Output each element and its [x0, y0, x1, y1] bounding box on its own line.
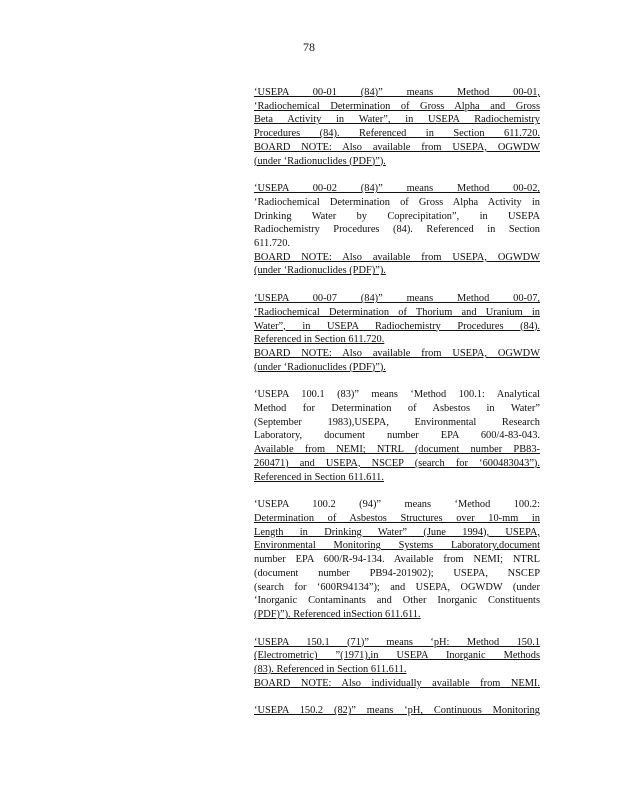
definition-line: Drinking Water by Coprecipitation”, in USEPA: [254, 210, 540, 222]
definition-line: ‘USEPA 150.1 (71)” means ‘pH: Method 150.1: [254, 636, 540, 648]
definition-entry: [254, 498, 540, 621]
definition-entry: [254, 704, 540, 718]
definition-line: Beta Activity in Water”, in USEPA Radiochemistry: [254, 114, 540, 126]
definition-entry: [254, 292, 540, 374]
definition-line: Referenced in Section 611.611.: [254, 471, 384, 483]
definition-line: BOARD NOTE: Also available from USEPA, OGWDW: [254, 251, 540, 263]
definition-line: Procedures (84). Referenced in Section 611.720.: [254, 128, 540, 140]
definition-line: Water”, in USEPA Radiochemistry Procedures (84).: [254, 320, 540, 332]
definition-line: Method for Determination of Asbestos in Water”: [254, 403, 540, 415]
definitions-list: [254, 86, 540, 732]
definition-line: ‘Inorganic Contaminants and Other Inorganic Constituents: [254, 595, 540, 607]
definition-line: (under ‘Radionuclides (PDF)”).: [254, 265, 386, 277]
definition-line: 611.720.: [254, 238, 290, 250]
definition-line: (search for ‘600R94134”); and USEPA, OGWDW (under: [254, 581, 540, 593]
definition-line: Determination of Asbestos Structures over 10-mm in: [254, 512, 540, 524]
definition-line: (under ‘Radionuclides (PDF)”).: [254, 361, 386, 373]
definition-line: ‘Radiochemical Determination of Gross Alpha and Gross: [254, 100, 540, 112]
definition-line: (under ‘Radionuclides (PDF)”).: [254, 155, 386, 167]
definition-entry: [254, 182, 540, 278]
definition-entry: [254, 388, 540, 484]
definition-line: ‘USEPA 00-02 (84)” means Method 00-02,: [254, 183, 540, 195]
definition-line: BOARD NOTE: Also available from USEPA, OGWDW: [254, 141, 540, 153]
definition-line: (September 1983),USEPA, Environmental Research: [254, 416, 540, 428]
definition-line: Laboratory, document number EPA 600/4-83-043.: [254, 430, 540, 442]
definition-line: BOARD NOTE: Also available from USEPA, OGWDW: [254, 347, 540, 359]
definition-line: Length in Drinking Water” (June 1994), USEPA,: [254, 526, 540, 538]
definition-line: (document number PB94-201902); USEPA, NSCEP: [254, 567, 540, 579]
definition-line: ‘USEPA 100.1 (83)” means ‘Method 100.1: Analytical: [254, 389, 540, 401]
definition-line: (83). Referenced in Section 611.611.: [254, 664, 407, 676]
definition-line: (Electrometric) ”(1971),in USEPA Inorganic Methods: [254, 650, 540, 662]
definition-line: (PDF)”). Referenced inSection 611.611.: [254, 608, 421, 620]
page-number: 78: [303, 40, 315, 54]
definition-entry: [254, 86, 540, 168]
definition-line: BOARD NOTE: Also individually available from NEMI.: [254, 677, 540, 689]
definition-line: number EPA 600/R-94-134. Available from NEMI; NTRL: [254, 554, 540, 566]
definition-line: 260471) and USEPA, NSCEP (search for ‘600483043”).: [254, 457, 540, 469]
definition-line: Radiochemistry Procedures (84). Referenced in Section: [254, 224, 540, 236]
definition-line: Available from NEMI; NTRL (document number PB83-: [254, 444, 540, 456]
definition-line: ‘Radiochemical Determination of Thorium and Uranium in: [254, 306, 540, 318]
definition-line: ‘Radiochemical Determination of Gross Alpha Activity in: [254, 196, 540, 208]
definition-line: ‘USEPA 150.2 (82)” means ‘pH, Continuous Monitoring: [254, 705, 540, 717]
definition-entry: [254, 636, 540, 691]
definition-line: Environmental Monitoring Systems Laboratory,document: [254, 540, 540, 552]
definition-line: Referenced in Section 611.720.: [254, 334, 385, 346]
definition-line: ‘USEPA 00-07 (84)” means Method 00-07,: [254, 293, 540, 305]
definition-line: ‘USEPA 100.2 (94)” means ‘Method 100.2:: [254, 499, 540, 511]
definition-line: ‘USEPA 00-01 (84)” means Method 00-01,: [254, 87, 540, 98]
